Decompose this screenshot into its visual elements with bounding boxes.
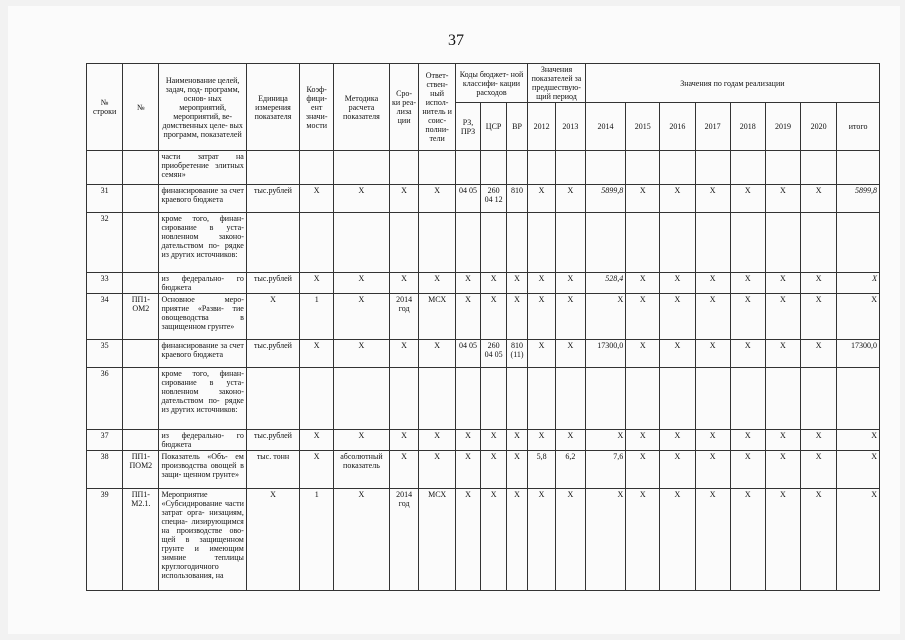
header-year-2013: 2013 bbox=[555, 103, 585, 151]
cell-vr: X bbox=[506, 294, 527, 340]
cell-method: X bbox=[334, 185, 389, 213]
cell-exec: X bbox=[419, 451, 455, 489]
cell-coef: X bbox=[300, 340, 334, 368]
cell-y2018 bbox=[730, 213, 765, 273]
cell-y2020 bbox=[801, 213, 837, 273]
cell-y2018: X bbox=[730, 294, 765, 340]
cell-y2019 bbox=[765, 213, 800, 273]
cell-exec bbox=[419, 368, 455, 430]
cell-row: 38 bbox=[87, 451, 123, 489]
cell-csr: X bbox=[481, 430, 507, 451]
program-indicators-table bbox=[86, 63, 880, 591]
cell-y2019: X bbox=[765, 273, 800, 294]
cell-method: X bbox=[334, 273, 389, 294]
cell-row: 39 bbox=[87, 489, 123, 591]
cell-y2014: X bbox=[585, 489, 626, 591]
cell-y2013: X bbox=[555, 489, 585, 591]
cell-name: финансирование за счет краевого бюджета bbox=[159, 340, 246, 368]
cell-y2016 bbox=[660, 213, 695, 273]
cell-method bbox=[334, 368, 389, 430]
cell-method: абсолютный показатель bbox=[334, 451, 389, 489]
cell-row: 34 bbox=[87, 294, 123, 340]
cell-no: ПП1- М2.1. bbox=[123, 489, 159, 591]
table-row bbox=[87, 294, 880, 340]
cell-y2014: 5899,8 bbox=[585, 185, 626, 213]
cell-name: из федерально- го бюджета bbox=[159, 273, 246, 294]
cell-csr bbox=[481, 151, 507, 185]
cell-name: из федерально- го бюджета bbox=[159, 430, 246, 451]
cell-y2014 bbox=[585, 213, 626, 273]
cell-y2015: X bbox=[626, 294, 660, 340]
cell-y2014 bbox=[585, 368, 626, 430]
cell-y2019: X bbox=[765, 340, 800, 368]
cell-row: 31 bbox=[87, 185, 123, 213]
header-method: Методика расчета показателя bbox=[334, 64, 389, 151]
cell-y2013: X bbox=[555, 340, 585, 368]
cell-name: Мероприятие «Субсидирование части затрат орга- низациям, специа- лизирующимся на производстве ово- щей в защищенном грунте и имеющим зимние теплицы круглогодичного использования, на bbox=[159, 489, 246, 591]
cell-vr: X bbox=[506, 273, 527, 294]
table-row bbox=[87, 340, 880, 368]
cell-unit: тыс.рублей bbox=[246, 185, 299, 213]
cell-y2013: X bbox=[555, 294, 585, 340]
cell-method: X bbox=[334, 340, 389, 368]
cell-vr bbox=[506, 213, 527, 273]
cell-y2020: X bbox=[801, 451, 837, 489]
header-code-vr: ВР bbox=[506, 103, 527, 151]
cell-y2019 bbox=[765, 368, 800, 430]
cell-coef: 1 bbox=[300, 294, 334, 340]
cell-coef: X bbox=[300, 185, 334, 213]
header-year-2015: 2015 bbox=[626, 103, 660, 151]
page-number: 37 bbox=[448, 32, 464, 49]
header-coefficient: Коэф- фици- ент значи- мости bbox=[300, 64, 334, 151]
cell-y2013 bbox=[555, 151, 585, 185]
cell-coef bbox=[300, 213, 334, 273]
cell-rz bbox=[455, 368, 481, 430]
cell-y2017: X bbox=[695, 273, 730, 294]
cell-y2016: X bbox=[660, 273, 695, 294]
cell-y2012: X bbox=[528, 273, 556, 294]
cell-vr: X bbox=[506, 430, 527, 451]
header-unit: Единица измерения показателя bbox=[246, 64, 299, 151]
header-name: Наименование целей, задач, под- программ, основ- ных мероприятий, мероприятий, ве- домственных целе- вых программ, показателей bbox=[159, 64, 246, 151]
cell-y2012: X bbox=[528, 294, 556, 340]
header-row-number: № строки bbox=[87, 64, 123, 151]
cell-unit bbox=[246, 213, 299, 273]
cell-exec bbox=[419, 151, 455, 185]
table-body bbox=[87, 151, 880, 591]
cell-rz bbox=[455, 151, 481, 185]
cell-total: X bbox=[837, 451, 880, 489]
cell-coef bbox=[300, 368, 334, 430]
cell-y2013 bbox=[555, 368, 585, 430]
header-year-2016: 2016 bbox=[660, 103, 695, 151]
cell-terms: 2014 год bbox=[389, 489, 419, 591]
cell-y2020 bbox=[801, 368, 837, 430]
table-row bbox=[87, 185, 880, 213]
cell-y2020: X bbox=[801, 273, 837, 294]
header-previous-values: Значения показателей за предшествую- щий период bbox=[528, 64, 586, 103]
cell-y2020: X bbox=[801, 430, 837, 451]
cell-y2019: X bbox=[765, 489, 800, 591]
header-year-2020: 2020 bbox=[801, 103, 837, 151]
cell-total: X bbox=[837, 294, 880, 340]
cell-y2015 bbox=[626, 213, 660, 273]
cell-no: ПП1- ПОМ2 bbox=[123, 451, 159, 489]
cell-vr bbox=[506, 368, 527, 430]
cell-rz bbox=[455, 213, 481, 273]
cell-y2018 bbox=[730, 151, 765, 185]
cell-total: X bbox=[837, 430, 880, 451]
cell-y2016: X bbox=[660, 489, 695, 591]
cell-y2015: X bbox=[626, 340, 660, 368]
table-row bbox=[87, 430, 880, 451]
cell-name: кроме того, финан- сирование в уста- новленном законо- дательством по- рядке из других источников: bbox=[159, 213, 246, 273]
cell-y2014: X bbox=[585, 294, 626, 340]
cell-no bbox=[123, 185, 159, 213]
cell-total bbox=[837, 368, 880, 430]
cell-rz: X bbox=[455, 294, 481, 340]
cell-y2017: X bbox=[695, 294, 730, 340]
cell-row bbox=[87, 151, 123, 185]
cell-unit: тыс. тонн bbox=[246, 451, 299, 489]
cell-y2017: X bbox=[695, 185, 730, 213]
table-row bbox=[87, 489, 880, 591]
header-budget-codes: Коды бюджет- ной классифи- кации расходов bbox=[455, 64, 528, 103]
cell-y2015 bbox=[626, 368, 660, 430]
cell-total bbox=[837, 151, 880, 185]
cell-y2013: 6,2 bbox=[555, 451, 585, 489]
cell-y2018: X bbox=[730, 451, 765, 489]
cell-y2017: X bbox=[695, 430, 730, 451]
cell-y2020 bbox=[801, 151, 837, 185]
header-terms: Сро- ки реа- лиза ции bbox=[389, 64, 419, 151]
cell-name: кроме того, финан- сирование в уста- новленном законо- дательством по- рядке из других источников: bbox=[159, 368, 246, 430]
cell-y2020: X bbox=[801, 489, 837, 591]
cell-csr: X bbox=[481, 489, 507, 591]
cell-y2015: X bbox=[626, 273, 660, 294]
cell-unit: тыс.рублей bbox=[246, 340, 299, 368]
cell-rz: X bbox=[455, 489, 481, 591]
cell-no: ПП1- ОМ2 bbox=[123, 294, 159, 340]
cell-method bbox=[334, 151, 389, 185]
cell-unit: тыс.рублей bbox=[246, 273, 299, 294]
cell-rz: X bbox=[455, 430, 481, 451]
cell-y2020: X bbox=[801, 340, 837, 368]
cell-csr bbox=[481, 368, 507, 430]
cell-exec: МСХ bbox=[419, 294, 455, 340]
cell-no bbox=[123, 151, 159, 185]
cell-total bbox=[837, 213, 880, 273]
cell-rz: X bbox=[455, 451, 481, 489]
cell-no bbox=[123, 340, 159, 368]
cell-method: X bbox=[334, 430, 389, 451]
cell-y2012: X bbox=[528, 430, 556, 451]
cell-y2017: X bbox=[695, 489, 730, 591]
cell-total: X bbox=[837, 273, 880, 294]
cell-no bbox=[123, 368, 159, 430]
cell-y2014: 528,4 bbox=[585, 273, 626, 294]
cell-y2012 bbox=[528, 213, 556, 273]
cell-method bbox=[334, 213, 389, 273]
cell-exec: X bbox=[419, 430, 455, 451]
cell-terms: X bbox=[389, 185, 419, 213]
cell-rz: X bbox=[455, 273, 481, 294]
header-year-2019: 2019 bbox=[765, 103, 800, 151]
cell-terms: 2014 год bbox=[389, 294, 419, 340]
cell-method: X bbox=[334, 294, 389, 340]
cell-terms bbox=[389, 368, 419, 430]
cell-y2015: X bbox=[626, 489, 660, 591]
header-year-2014: 2014 bbox=[585, 103, 626, 151]
cell-unit: тыс.рублей bbox=[246, 430, 299, 451]
cell-terms: X bbox=[389, 430, 419, 451]
header-code-rz: РЗ, ПРЗ bbox=[455, 103, 481, 151]
cell-y2016: X bbox=[660, 185, 695, 213]
cell-y2012 bbox=[528, 368, 556, 430]
cell-y2016: X bbox=[660, 294, 695, 340]
cell-name: части затрат на приобретение элитных семян» bbox=[159, 151, 246, 185]
cell-y2016: X bbox=[660, 340, 695, 368]
cell-coef: X bbox=[300, 451, 334, 489]
header-values-by-year: Значения по годам реализации bbox=[585, 64, 879, 103]
cell-y2019 bbox=[765, 151, 800, 185]
cell-y2012: X bbox=[528, 489, 556, 591]
cell-y2012: 5,8 bbox=[528, 451, 556, 489]
header-code-csr: ЦСР bbox=[481, 103, 507, 151]
table-row bbox=[87, 273, 880, 294]
cell-y2017 bbox=[695, 151, 730, 185]
cell-method: X bbox=[334, 489, 389, 591]
cell-unit: X bbox=[246, 489, 299, 591]
cell-terms bbox=[389, 151, 419, 185]
cell-y2014 bbox=[585, 151, 626, 185]
cell-y2013 bbox=[555, 213, 585, 273]
cell-y2015: X bbox=[626, 430, 660, 451]
cell-y2016 bbox=[660, 368, 695, 430]
cell-csr: X bbox=[481, 294, 507, 340]
cell-vr bbox=[506, 151, 527, 185]
cell-terms: X bbox=[389, 340, 419, 368]
cell-unit: X bbox=[246, 294, 299, 340]
cell-total: X bbox=[837, 489, 880, 591]
cell-vr: X bbox=[506, 451, 527, 489]
cell-y2015 bbox=[626, 151, 660, 185]
cell-csr: 260 04 12 bbox=[481, 185, 507, 213]
cell-coef: 1 bbox=[300, 489, 334, 591]
cell-name: финансирование за счет краевого бюджета bbox=[159, 185, 246, 213]
cell-coef bbox=[300, 151, 334, 185]
cell-y2019: X bbox=[765, 185, 800, 213]
cell-row: 35 bbox=[87, 340, 123, 368]
cell-y2019: X bbox=[765, 430, 800, 451]
cell-y2019: X bbox=[765, 451, 800, 489]
header-number: № bbox=[123, 64, 159, 151]
cell-exec: X bbox=[419, 340, 455, 368]
cell-y2017 bbox=[695, 213, 730, 273]
table-row bbox=[87, 368, 880, 430]
cell-y2013: X bbox=[555, 185, 585, 213]
cell-vr: 810 (11) bbox=[506, 340, 527, 368]
cell-terms: X bbox=[389, 451, 419, 489]
header-executor: Ответ- ствен- ный испол- нитель и соис- полни- тели bbox=[419, 64, 455, 151]
cell-exec: X bbox=[419, 185, 455, 213]
cell-y2014: 17300,0 bbox=[585, 340, 626, 368]
cell-y2014: X bbox=[585, 430, 626, 451]
cell-total: 5899,8 bbox=[837, 185, 880, 213]
table-row bbox=[87, 451, 880, 489]
cell-y2013: X bbox=[555, 273, 585, 294]
header-year-2017: 2017 bbox=[695, 103, 730, 151]
cell-y2012 bbox=[528, 151, 556, 185]
cell-y2017: X bbox=[695, 451, 730, 489]
cell-row: 36 bbox=[87, 368, 123, 430]
cell-y2018: X bbox=[730, 185, 765, 213]
cell-y2016 bbox=[660, 151, 695, 185]
cell-terms: X bbox=[389, 273, 419, 294]
cell-no bbox=[123, 273, 159, 294]
cell-y2019: X bbox=[765, 294, 800, 340]
header-total: итого bbox=[837, 103, 880, 151]
cell-y2015: X bbox=[626, 451, 660, 489]
cell-y2018: X bbox=[730, 340, 765, 368]
cell-y2012: X bbox=[528, 340, 556, 368]
table-row bbox=[87, 151, 880, 185]
cell-y2015: X bbox=[626, 185, 660, 213]
cell-csr: 260 04 05 bbox=[481, 340, 507, 368]
cell-row: 37 bbox=[87, 430, 123, 451]
cell-row: 32 bbox=[87, 213, 123, 273]
cell-name: Основное меро- приятие «Разви- тие овощеводства в защищенном грунте» bbox=[159, 294, 246, 340]
cell-terms bbox=[389, 213, 419, 273]
cell-unit bbox=[246, 151, 299, 185]
cell-total: 17300,0 bbox=[837, 340, 880, 368]
cell-unit bbox=[246, 368, 299, 430]
cell-y2017: X bbox=[695, 340, 730, 368]
cell-exec bbox=[419, 213, 455, 273]
cell-csr: X bbox=[481, 273, 507, 294]
cell-y2016: X bbox=[660, 430, 695, 451]
cell-y2018: X bbox=[730, 273, 765, 294]
cell-coef: X bbox=[300, 273, 334, 294]
cell-y2017 bbox=[695, 368, 730, 430]
cell-vr: 810 bbox=[506, 185, 527, 213]
cell-y2013: X bbox=[555, 430, 585, 451]
cell-exec: МСХ bbox=[419, 489, 455, 591]
cell-rz: 04 05 bbox=[455, 340, 481, 368]
cell-csr: X bbox=[481, 451, 507, 489]
header-year-2012: 2012 bbox=[528, 103, 556, 151]
cell-y2014: 7,6 bbox=[585, 451, 626, 489]
cell-row: 33 bbox=[87, 273, 123, 294]
cell-y2016: X bbox=[660, 451, 695, 489]
cell-rz: 04 05 bbox=[455, 185, 481, 213]
cell-vr: X bbox=[506, 489, 527, 591]
cell-coef: X bbox=[300, 430, 334, 451]
header-year-2018: 2018 bbox=[730, 103, 765, 151]
cell-no bbox=[123, 430, 159, 451]
cell-y2018: X bbox=[730, 489, 765, 591]
table-row bbox=[87, 213, 880, 273]
cell-y2020: X bbox=[801, 294, 837, 340]
cell-exec: X bbox=[419, 273, 455, 294]
cell-y2020: X bbox=[801, 185, 837, 213]
cell-name: Показатель «Объ- ем производства овощей в защи- щенном грунте» bbox=[159, 451, 246, 489]
cell-y2018 bbox=[730, 368, 765, 430]
cell-y2012: X bbox=[528, 185, 556, 213]
cell-y2018: X bbox=[730, 430, 765, 451]
cell-csr bbox=[481, 213, 507, 273]
cell-no bbox=[123, 213, 159, 273]
